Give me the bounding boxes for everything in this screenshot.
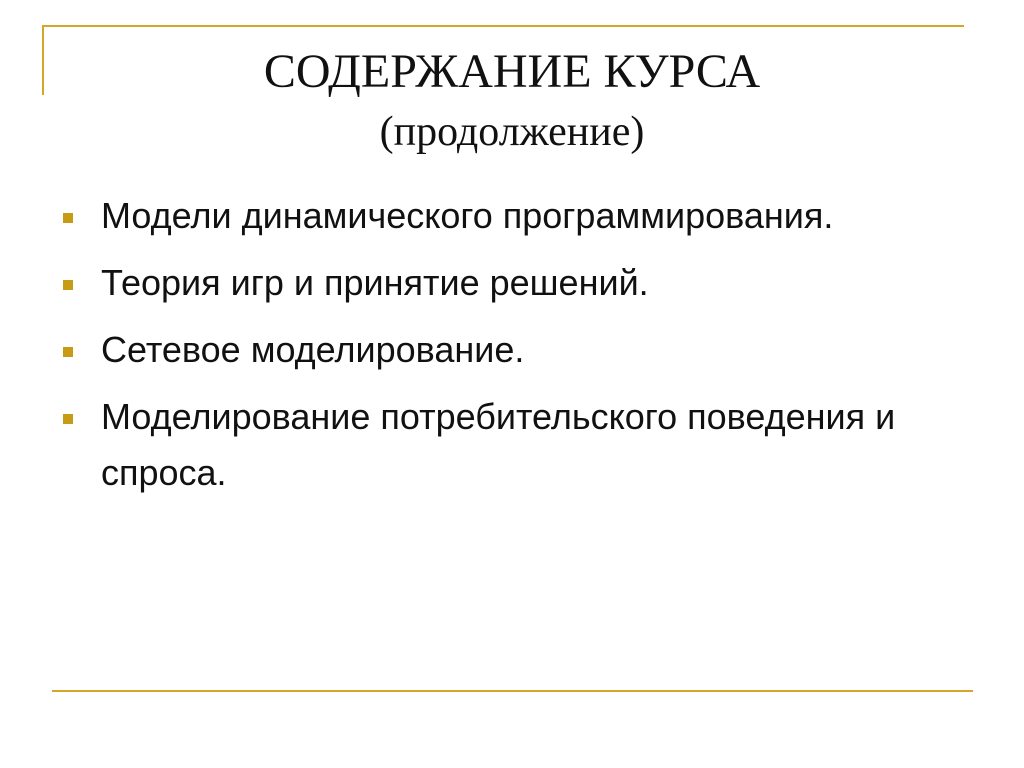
- bullet-text: Модели динамического программирования.: [101, 195, 834, 236]
- bullet-list: [60, 188, 940, 512]
- left-border-line: [42, 25, 44, 95]
- slide-title-subtitle: (продолжение): [379, 109, 645, 155]
- top-border-line: [42, 25, 964, 27]
- square-bullet-icon: [63, 414, 73, 424]
- slide-title: [130, 42, 894, 162]
- bullet-text: Теория игр и принятие решений.: [101, 262, 649, 303]
- square-bullet-icon: [63, 347, 73, 357]
- slide-title-main: СОДЕРЖАНИЕ КУРСА: [263, 45, 761, 98]
- bullet-item-network-modeling: [60, 322, 940, 378]
- bullet-text: Сетевое моделирование.: [101, 329, 525, 370]
- bullet-item-dynamic-programming: [60, 188, 940, 244]
- square-bullet-icon: [63, 213, 73, 223]
- bullet-item-game-theory: [60, 255, 940, 311]
- square-bullet-icon: [63, 280, 73, 290]
- bullet-text: Моделирование потребительского поведения и спроса.: [101, 396, 896, 493]
- bottom-border-line: [52, 690, 973, 692]
- bullet-item-consumer-behavior: [60, 389, 940, 501]
